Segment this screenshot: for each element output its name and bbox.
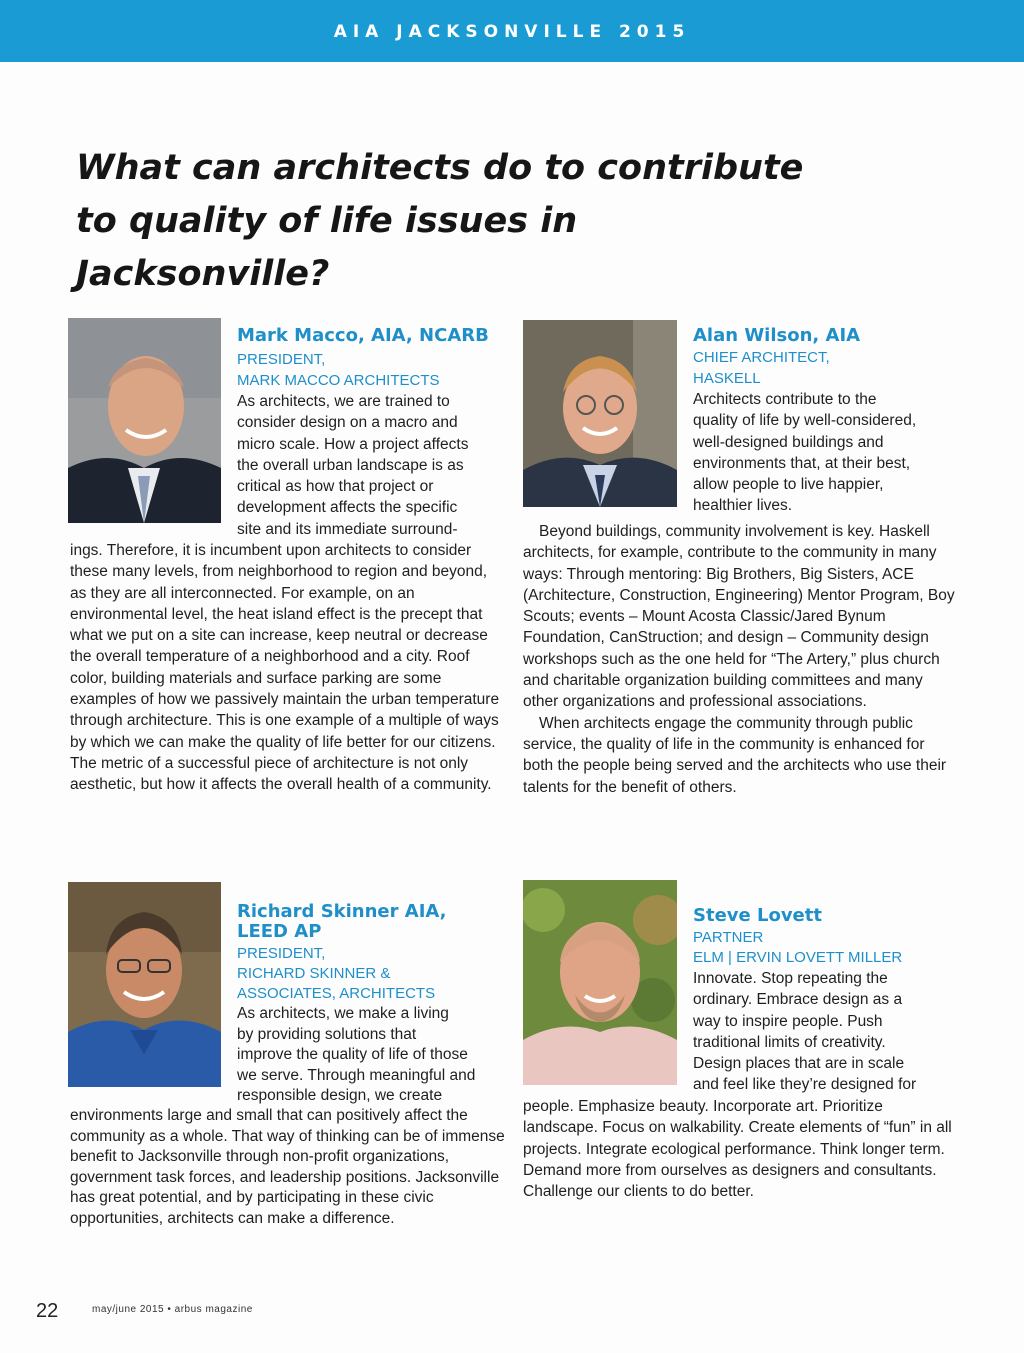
macco-name: Mark Macco, AIA, NCARB xyxy=(237,325,489,346)
wilson-photo xyxy=(523,320,677,507)
text-line: Design places that are in scale xyxy=(693,1055,905,1073)
wilson-intro xyxy=(693,389,973,517)
portrait-photo-icon xyxy=(523,880,677,1085)
text-line: Innovate. Stop repeating the xyxy=(693,970,888,987)
wilson-title: CHIEF ARCHITECT, xyxy=(693,349,830,366)
wilson-name: Alan Wilson, AIA xyxy=(693,325,861,346)
text-line: site and its immediate surround- xyxy=(237,520,458,538)
text-line: the overall urban landscape is as xyxy=(237,456,464,474)
lovett-intro xyxy=(693,968,973,1096)
text-line: ordinary. Embrace design as a xyxy=(693,991,903,1009)
lovett-photo xyxy=(523,880,677,1085)
text-line: As architects, we are trained to xyxy=(237,393,450,410)
skinner-body: environments large and small that can positively affect the community as a whole. That way of thinking can be of immense benefit to Jacksonville through non-profit organizations, government task forces, and leadership positions. Jacksonville has great potential, and by participating in these civic opportunities, architects can make a difference. xyxy=(70,1107,505,1227)
macco-title: PRESIDENT, xyxy=(237,351,326,368)
wilson-body xyxy=(523,521,958,798)
lovett-firm: ELM | ERVIN LOVETT MILLER xyxy=(693,949,903,966)
text-line: traditional limits of creativity. xyxy=(693,1033,886,1051)
text-line: micro scale. How a project affects xyxy=(237,435,469,453)
portrait-photo-icon xyxy=(523,320,677,507)
portrait-photo-icon xyxy=(68,882,221,1087)
text-line: development affects the specific xyxy=(237,499,458,517)
text-line: quality of life by well-considered, xyxy=(693,412,917,430)
lovett-body: people. Emphasize beauty. Incorporate art. Prioritize landscape. Focus on walkability. Create elements of “fun” in all projects. Integrate ecological performance. Think longer term. Demand more from ourselves as designers and consultants. Challenge our clients to do better. xyxy=(523,1098,952,1201)
text-line: environments that, at their best, xyxy=(693,454,911,472)
text-line: critical as how that project or xyxy=(237,478,434,496)
lovett-name: Steve Lovett xyxy=(693,905,822,926)
text-line: consider design on a macro and xyxy=(237,414,458,432)
text-line: we serve. Through meaningful and xyxy=(237,1066,476,1084)
text-line: by providing solutions that xyxy=(237,1025,417,1043)
skinner-title: PRESIDENT, xyxy=(237,945,326,962)
lovett-title: PARTNER xyxy=(693,929,764,946)
portrait-photo-icon xyxy=(68,318,221,523)
header-banner xyxy=(0,0,1024,62)
text-line: and feel like they’re designed for xyxy=(693,1076,917,1094)
text-line: allow people to live happier, xyxy=(693,476,884,494)
text-line: well-designed buildings and xyxy=(693,433,884,451)
banner-title: AIA JACKSONVILLE 2015 xyxy=(333,22,691,42)
skinner-photo xyxy=(68,882,221,1087)
wilson-para-2: When architects engage the community through public service, the quality of life in the community is enhanced for both the people being served and the architects who use their talents for the benefit of others. xyxy=(523,714,947,796)
skinner-credential: LEED AP xyxy=(237,921,322,942)
text-line: way to inspire people. Push xyxy=(693,1012,883,1030)
text-line: responsible design, we create xyxy=(237,1087,443,1105)
page-title: What can architects do to contribute to quality of life issues in Jacksonville? xyxy=(76,148,804,294)
wilson-firm: HASKELL xyxy=(693,370,761,387)
skinner-name: Richard Skinner AIA, xyxy=(237,901,447,922)
skinner-intro xyxy=(237,1004,512,1107)
skinner-firm-line-1: RICHARD SKINNER & xyxy=(237,965,391,982)
text-line: healthier lives. xyxy=(693,497,793,515)
text-line: improve the quality of life of those xyxy=(237,1046,468,1064)
page-number: 22 xyxy=(36,1300,59,1322)
text-line: As architects, we make a living xyxy=(237,1005,449,1022)
macco-photo xyxy=(68,318,221,523)
wilson-para-1: Beyond buildings, community involvement is key. Haskell architects, for example, contribute to the community in many ways: Through mentoring: Big Brothers, Big Sisters, ACE (Architecture, Construction, Engineering) Mentor Program, Boy Scouts; events – Mount Acosta Classic/Jared Bynum Foundation, CanStruction; and design – Community design workshops such as the one held for “The Artery,” plus church and charitable organization building committees and many other organizations and professional associations. xyxy=(523,523,955,711)
footer-credit: may/june 2015 • arbus magazine xyxy=(92,1304,253,1315)
macco-firm: MARK MACCO ARCHITECTS xyxy=(237,372,440,389)
text-line: Architects contribute to the xyxy=(693,391,877,408)
skinner-firm-line-2: ASSOCIATES, ARCHITECTS xyxy=(237,985,436,1002)
macco-body: ings. Therefore, it is incumbent upon architects to consider these many levels, from neighborhood to region and beyond, as they are all interconnected. For example, on an environmental level, the heat island effect is the precept that what we put on a site can increase, keep neutral or decrease the overall temperature of a neighborhood and a city. Roof color, building materials and surface parking are some examples of how we passively maintain the urban temperature through architecture. This is one example of a multiple of ways by which we can make the quality of life better for our citizens. The metric of a successful piece of architecture is not only aesthetic, but how it affects the overall health of a community. xyxy=(70,542,500,794)
macco-intro xyxy=(237,391,507,540)
